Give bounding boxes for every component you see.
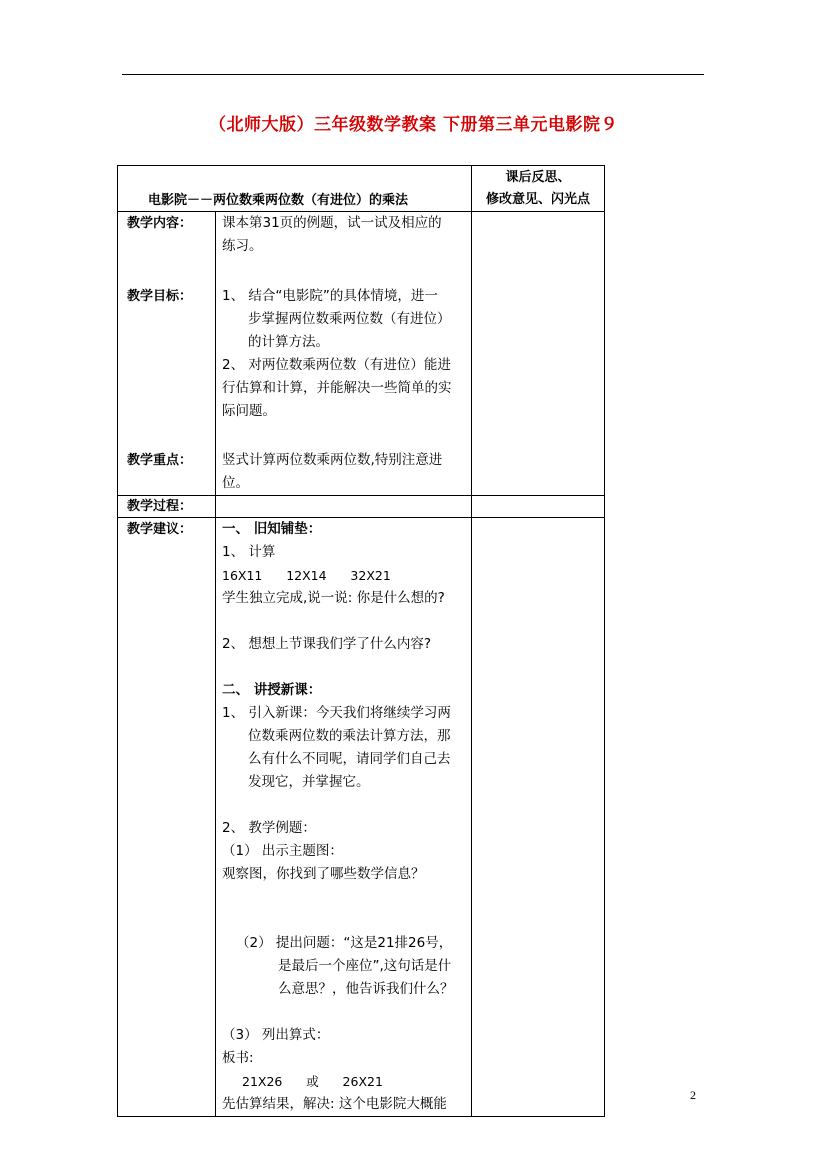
paragraph-line: 发现它，并掌握它。 [248, 774, 370, 790]
process-cell [216, 496, 472, 518]
content-cell [216, 212, 472, 496]
reflection-header-line2: 修改意见、闪光点 [485, 192, 590, 207]
suggest-label-cell [118, 518, 216, 1117]
process-label-cell [118, 496, 216, 518]
paragraph-line: 位数乘两位数的乘法计算方法，那 [248, 728, 451, 744]
section-heading: 二、 讲授新课： [222, 682, 322, 698]
paragraph: 先估算结果，解决: 这个电影院大概能 [222, 1096, 447, 1112]
goal-line: 行估算和计算，并能解决一些简单的实 [222, 380, 452, 396]
list-item: 2、 教学例题： [222, 820, 316, 836]
paragraph: 学生独立完成,说一说: 你是什么想的? [222, 590, 445, 606]
label-column-upper [118, 212, 216, 496]
lesson-plan-table [117, 165, 605, 1117]
page-number: 2 [690, 1088, 696, 1102]
goal-label: 教学目标： [127, 289, 193, 304]
process-label: 教学过程： [127, 499, 193, 514]
paragraph-line: 么有什么不同呢，请同学们自己去 [248, 751, 451, 767]
goal-line: 的计算方法。 [248, 334, 329, 350]
calc-exercises: 16X11 12X14 32X21 [222, 568, 391, 583]
table-header-main [118, 166, 472, 212]
suggest-label: 教学建议： [127, 522, 193, 537]
paragraph-line: 1、 引入新课：今天我们将继续学习两 [222, 705, 451, 721]
reflection-cell-upper [472, 212, 605, 496]
sub-item: （1） 出示主题图： [222, 843, 343, 859]
document-title: （北师大版）三年级数学教案 下册第三单元电影院９ [209, 115, 618, 135]
board-label: 板书: [222, 1050, 254, 1066]
goal-line: 际问题。 [222, 403, 276, 419]
goal-line: 1、 结合“电影院”的具体情境，进一 [222, 288, 438, 304]
focus-label: 教学重点： [127, 453, 193, 468]
section-heading: 一、 旧知铺垫： [222, 521, 322, 537]
reflection-cell-process [472, 496, 605, 518]
list-item: 2、 想想上节课我们学了什么内容? [222, 636, 432, 652]
lesson-topic: 电影院－－两位数乘两位数（有进位）的乘法 [148, 193, 409, 208]
content-line: 练习。 [222, 238, 263, 254]
content-line: 课本第31页的例题，试一试及相应的 [222, 215, 442, 231]
sub-item: （2） 提出问题：“这是21排26号， [236, 935, 453, 951]
table-header-reflection [472, 166, 605, 212]
content-label: 教学内容： [127, 216, 193, 231]
goal-line: 步掌握两位数乘两位数（有进位） [248, 311, 451, 327]
focus-line: 位。 [222, 475, 249, 491]
sub-item: （3） 列出算式： [222, 1027, 330, 1043]
sub-item-line: 么意思？，他告诉我们什么？ [278, 981, 454, 997]
reflection-header-line1: 课后反思、 [505, 170, 571, 185]
focus-line: 竖式计算两位数乘两位数,特别注意进 [222, 452, 443, 468]
header-rule [122, 74, 704, 75]
suggest-cell [216, 518, 472, 1117]
sub-item-line: 是最后一个座位”,这句话是什 [278, 958, 452, 974]
reflection-cell-suggest [472, 518, 605, 1117]
board-formula: 21X26 或 26X21 [242, 1074, 383, 1089]
goal-line: 2、 对两位数乘两位数（有进位）能进 [222, 357, 451, 373]
paragraph: 观察图，你找到了哪些数学信息？ [222, 866, 425, 882]
list-item: 1、 计算 [222, 544, 276, 560]
